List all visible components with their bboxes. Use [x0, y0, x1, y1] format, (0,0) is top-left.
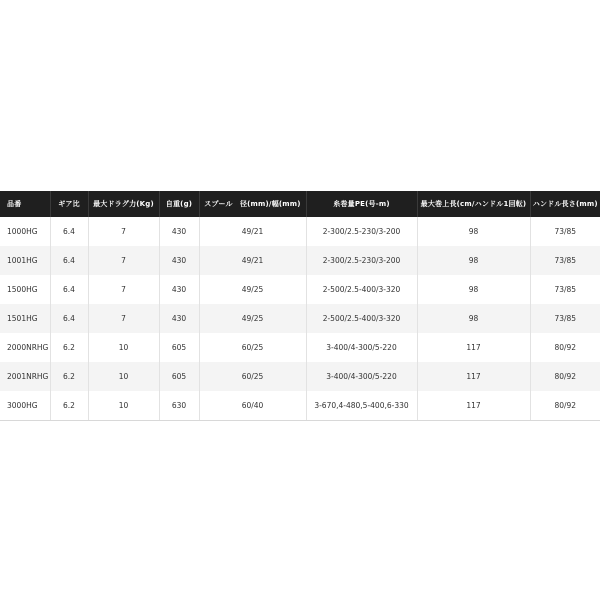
- cell-model-number: 1500HG: [7, 285, 38, 294]
- cell-spool-size: 49/25: [199, 275, 306, 304]
- cell-gear-ratio: 6.4: [50, 304, 88, 333]
- cell-model-number: 2001NRHG: [7, 372, 49, 381]
- cell-retrieve-length: 117: [417, 391, 530, 420]
- cell-model-number: 1501HG: [7, 314, 38, 323]
- cell-gear-ratio: 6.2: [50, 391, 88, 420]
- cell-gear-ratio: 6.4: [50, 246, 88, 275]
- cell-max-drag: 7: [88, 304, 159, 333]
- header-model-number: 品番: [7, 200, 22, 208]
- cell-line-capacity: 3-670,4-480,5-400,6-330: [306, 391, 417, 420]
- table-row: [0, 217, 600, 246]
- cell-line-capacity: 2-300/2.5-230/3-200: [306, 217, 417, 246]
- cell-max-drag: 10: [88, 362, 159, 391]
- cell-model-number: 2000NRHG: [7, 343, 49, 352]
- cell-spool-size: 60/25: [199, 362, 306, 391]
- cell-retrieve-length: 98: [417, 246, 530, 275]
- cell-line-capacity: 2-500/2.5-400/3-320: [306, 275, 417, 304]
- cell-max-drag: 7: [88, 217, 159, 246]
- header-weight: 自重(g): [159, 191, 199, 217]
- cell-max-drag: 10: [88, 391, 159, 420]
- cell-weight: 605: [159, 362, 199, 391]
- cell-handle-length: 73/85: [530, 246, 600, 275]
- cell-gear-ratio: 6.4: [50, 217, 88, 246]
- cell-line-capacity: 3-400/4-300/5-220: [306, 362, 417, 391]
- cell-model-number: 1000HG: [7, 227, 38, 236]
- table-row: [0, 275, 600, 304]
- cell-retrieve-length: 98: [417, 304, 530, 333]
- spec-table-header: [0, 191, 600, 217]
- cell-weight: 430: [159, 246, 199, 275]
- cell-spool-size: 60/40: [199, 391, 306, 420]
- table-row: [0, 391, 600, 420]
- cell-retrieve-length: 98: [417, 275, 530, 304]
- cell-handle-length: 73/85: [530, 275, 600, 304]
- cell-retrieve-length: 117: [417, 362, 530, 391]
- cell-model-number: 3000HG: [0, 391, 50, 420]
- table-row: [0, 362, 600, 391]
- table-row: [0, 304, 600, 333]
- cell-spool-size: 49/21: [199, 217, 306, 246]
- header-gear-ratio: ギア比: [50, 191, 88, 217]
- cell-spool-size: 60/25: [199, 333, 306, 362]
- cell-gear-ratio: 6.2: [50, 333, 88, 362]
- cell-retrieve-length: 98: [417, 217, 530, 246]
- spec-table-body: [0, 217, 600, 420]
- header-spool-size: スプール 径(mm)/幅(mm): [199, 191, 306, 217]
- cell-max-drag: 7: [88, 246, 159, 275]
- cell-gear-ratio: 6.2: [50, 362, 88, 391]
- spec-table: [0, 191, 600, 421]
- cell-weight: 430: [159, 217, 199, 246]
- cell-handle-length: 80/92: [530, 391, 600, 420]
- cell-handle-length: 73/85: [530, 304, 600, 333]
- cell-gear-ratio: 6.4: [50, 275, 88, 304]
- cell-handle-length: 73/85: [530, 217, 600, 246]
- cell-line-capacity: 3-400/4-300/5-220: [306, 333, 417, 362]
- cell-weight: 605: [159, 333, 199, 362]
- cell-weight: 430: [159, 304, 199, 333]
- cell-handle-length: 80/92: [530, 362, 600, 391]
- cell-line-capacity: 2-500/2.5-400/3-320: [306, 304, 417, 333]
- cell-retrieve-length: 117: [417, 333, 530, 362]
- header-line-capacity: 糸巻量PE(号-m): [306, 191, 417, 217]
- cell-max-drag: 7: [88, 275, 159, 304]
- cell-weight: 430: [159, 275, 199, 304]
- header-max-drag: 最大ドラグ力(Kg): [88, 191, 159, 217]
- header-retrieve-length: 最大巻上長(cm/ハンドル1回転): [417, 191, 530, 217]
- cell-max-drag: 10: [88, 333, 159, 362]
- table-row: [0, 333, 600, 362]
- cell-spool-size: 49/25: [199, 304, 306, 333]
- header-handle-length: ハンドル長さ(mm): [530, 191, 600, 217]
- cell-line-capacity: 2-300/2.5-230/3-200: [306, 246, 417, 275]
- header-row: [0, 191, 600, 217]
- cell-spool-size: 49/21: [199, 246, 306, 275]
- cell-handle-length: 80/92: [530, 333, 600, 362]
- table-row: [0, 246, 600, 275]
- cell-weight: 630: [159, 391, 199, 420]
- cell-model-number: 1001HG: [7, 256, 38, 265]
